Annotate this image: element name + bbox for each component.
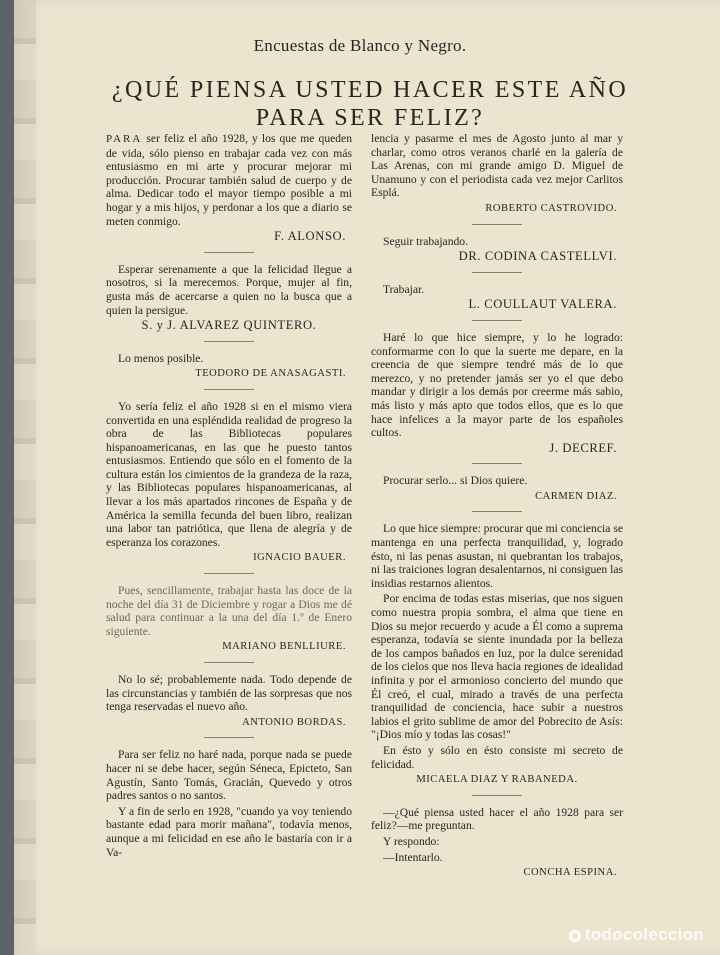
answer-text: ser feliz el año 1928, y los que me queden de vida, sólo pienso en trabajar cada vez con más entusiasmo en mi arte y procurar mejorar mi producción. Procurar también salud de cuerpo y de alma. Dedicar todo el mayor tiempo posible a mi hogar y a mis hijos, y perdonar a los que a diario se meten conmigo. [106, 132, 352, 228]
signature-diaz: CARMEN DIAZ. [535, 490, 617, 502]
torn-edge [14, 0, 36, 955]
answer-valera: Trabajar. [383, 282, 425, 296]
signature-bauer: IGNACIO BAUER. [253, 552, 346, 564]
divider [472, 511, 522, 512]
divider [204, 389, 254, 390]
divider [472, 272, 522, 273]
signature-quintero: S. y J. ALVAREZ QUINTERO. [141, 318, 317, 333]
signature-rabaneda: MICAELA DIAZ Y RABANEDA. [416, 774, 578, 786]
answer-espina-1: —¿Qué piensa usted hacer el año 1928 para ser feliz?—me preguntan. [371, 805, 623, 833]
watermark-text: todocoleccion [584, 925, 704, 944]
right-column [371, 132, 623, 884]
answer-castrovido-2: Y a fin de serlo en 1928, "cuando ya voy teniendo bastante edad para morir mañana", todavía menos, aunque a mi felicidad en ese año le bastaría con ir a Va- [106, 804, 352, 859]
answer-benlliure: Pues, sencillamente, trabajar hasta las doce de la noche del día 31 de Diciembre y rogar a Dios me dé salud para continuar a la una del día 1.º de Enero siguiente. [106, 584, 352, 638]
signature-benlliure: MARIANO BENLLIURE. [222, 641, 346, 653]
answer-rabaneda-2: Por encima de todas estas miserias, que nos siguen como nuestra propia sombra, el alma que tiene en Dios su mejor recuerdo y acude a Él como a suprema esperanza, todavía se siente inundada por la belleza de los campos bañados en luz, por la dulce serenidad de los cielos que nos lleva hacia regiones de idealidad infinita y por el armonioso concierto del mundo que Él creó, el cual, mirado a través de una perfecta tranquilidad de conciencia, hace subir a nuestros labios el grito sublime de amor del Pobrecito de Asís: "¡Dios mío y todas las cosas!" [371, 592, 623, 742]
answer-espina-2: Y respondo: [383, 834, 440, 848]
title-line-2: PARA SER FELIZ? [255, 105, 485, 131]
title-line-1: ¿QUÉ PIENSA USTED HACER ESTE AÑO [111, 77, 629, 103]
divider [472, 224, 522, 225]
answer-espina-3: —Intentarlo. [383, 850, 443, 864]
section-header: Encuestas de Blanco y Negro. [253, 36, 467, 55]
answer-decref: Haré lo que hice siempre, y lo he logrado: conformarme con lo que la suerte me depare, en la creencia de que siempre tendré más de lo que merezco, y no pretender jamás ser yo el que debo mandar y dirigir a los demás por creerme más sabio, más listo y más apto que todos ellos, que es lo que hace infelices a la mayor parte de los españoles cultos. [371, 330, 623, 440]
divider [204, 341, 254, 342]
divider [472, 463, 522, 464]
answer-castrovido-cont: lencia y pasarme el mes de Agosto junto al mar y charlar, como otros veranos charlé en la galería de Las Arenas, con mi grande amigo D. Miguel de Unamuno y con el periodista cada vez mejor Carlitos Esplá. [371, 132, 623, 200]
answer-castrovido-1: Para ser feliz no haré nada, porque nada se puede hacer ni se debe hacer, según Séneca, Epicteto, San Agustín, Santo Tomás, Gracián, Quevedo y otros padres santos o no santos. [106, 748, 352, 803]
signature-bordas: ANTONIO BORDAS. [242, 716, 346, 728]
signature-decref: J. DECREF. [549, 440, 617, 455]
divider [472, 795, 522, 796]
signature-anasagasti: TEODORO DE ANASAGASTI. [195, 368, 346, 380]
answer-diaz: Procurar serlo... si Dios quiere. [383, 474, 528, 488]
signature-valera: L. COULLAUT VALERA. [468, 297, 617, 312]
divider [204, 737, 254, 738]
signature-espina: CONCHA ESPINA. [523, 867, 617, 879]
left-column [106, 132, 352, 861]
divider [204, 573, 254, 574]
answer-bauer: Yo sería feliz el año 1928 si en el mismo viera convertida en una espléndida realidad de progreso la obra de las Bibliotecas populares hispanoamericanas, en las que he puesto tantos entusiasmos. Entiendo que sólo en el fomento de la cultura están los cimientos de la grandeza de la raza, y las Bibliotecas populares hispanoamericanas, al llevar a los más apartados rincones de España y de América la semilla fecunda del buen libro, realizan una labor tan patriótica, que llena de alegría y de esperanza los corazones. [106, 399, 352, 549]
signature-castrovido: ROBERTO CASTROVIDO. [485, 202, 617, 214]
answer-rabaneda-3: En ésto y sólo en ésto consiste mi secreto de felicidad. [371, 743, 623, 771]
watermark-logo-icon [569, 930, 581, 942]
answer-bordas: No lo sé; probablemente nada. Todo depende de las circunstancias y también de las sorpresas que nos tenga reservadas el nuevo año. [106, 673, 352, 714]
answer-alonso [106, 132, 352, 228]
drop-cap: PARA [106, 133, 143, 145]
answer-quintero: Esperar serenamente a que la felicidad llegue a nosotros, si la merecemos. Porque, mujer al fin, gusta más de acercarse a quien no la busca que a quien la persigue. [106, 262, 352, 317]
article-title [60, 76, 680, 132]
divider [472, 320, 522, 321]
signature-castellvi: DR. CODINA CASTELLVI. [458, 249, 617, 264]
signature-alonso: F. ALONSO. [274, 229, 346, 244]
answer-rabaneda-1: Lo que hice siempre: procurar que mi conciencia se mantenga en una perfecta tranquilidad, y, logrado ésto, ni las penas asustan, ni quebrantan los trabajos, ni las traiciones logran desalentarnos, ni consiguen las insidias restarnos alientos. [371, 522, 623, 590]
answer-castellvi: Seguir trabajando. [383, 234, 468, 248]
divider [204, 252, 254, 253]
divider [204, 662, 254, 663]
answer-anasagasti: Lo menos posible. [118, 351, 204, 365]
watermark [569, 925, 704, 945]
